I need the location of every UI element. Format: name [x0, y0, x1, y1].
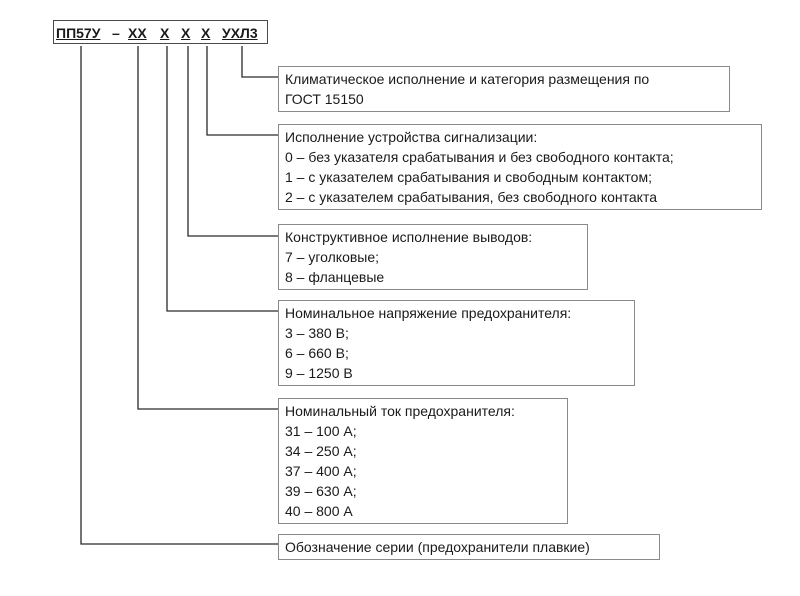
- box-line: ГОСТ 15150: [285, 91, 364, 107]
- box-line: Климатическое исполнение и категория размещения по: [285, 71, 650, 87]
- connector-voltage: [167, 46, 278, 311]
- box-line: Исполнение устройства сигнализации:: [285, 129, 538, 145]
- connector-series: [81, 46, 278, 544]
- box-signaling: [278, 124, 762, 210]
- box-line: 3 – 380 В;: [285, 325, 349, 341]
- box-line: 1 – с указателем срабатывания и свободным контактом;: [285, 169, 652, 185]
- code-voltage: X: [160, 25, 170, 41]
- box-line: Конструктивное исполнение выводов:: [285, 229, 533, 245]
- box-line: Номинальный ток предохранителя:: [285, 403, 515, 419]
- box-line: Обозначение серии (предохранители плавкие): [285, 539, 590, 555]
- connector-current: [138, 46, 278, 409]
- box-line: 0 – без указателя срабатывания и без свободного контакта;: [285, 149, 674, 165]
- box-line: 37 – 400 А;: [285, 463, 357, 479]
- box-series: [278, 534, 660, 560]
- code-current: XX: [128, 25, 147, 41]
- box-line: 8 – фланцевые: [285, 269, 385, 285]
- box-line: 7 – уголковые;: [285, 249, 380, 265]
- box-line: 40 – 800 А: [285, 503, 353, 519]
- connector-climate: [242, 46, 278, 77]
- box-voltage: [278, 300, 635, 386]
- code-climate: УХЛ3: [222, 25, 258, 41]
- code-signaling: X: [201, 25, 211, 41]
- box-line: 39 – 630 А;: [285, 483, 357, 499]
- box-climate: [278, 66, 730, 112]
- code-terminals: X: [181, 25, 191, 41]
- box-current: [278, 398, 568, 524]
- connector-terminals: [188, 46, 278, 236]
- box-terminals: [278, 224, 588, 290]
- box-line: Номинальное напряжение предохранителя:: [285, 305, 572, 321]
- box-line: 9 – 1250 В: [285, 365, 353, 381]
- box-line: 34 – 250 А;: [285, 443, 357, 459]
- code-dash: –: [112, 25, 120, 41]
- box-line: 31 – 100 А;: [285, 423, 357, 439]
- box-line: 6 – 660 В;: [285, 345, 349, 361]
- box-line: 2 – с указателем срабатывания, без свободного контакта: [285, 189, 657, 205]
- code-series: ПП57У: [56, 25, 101, 41]
